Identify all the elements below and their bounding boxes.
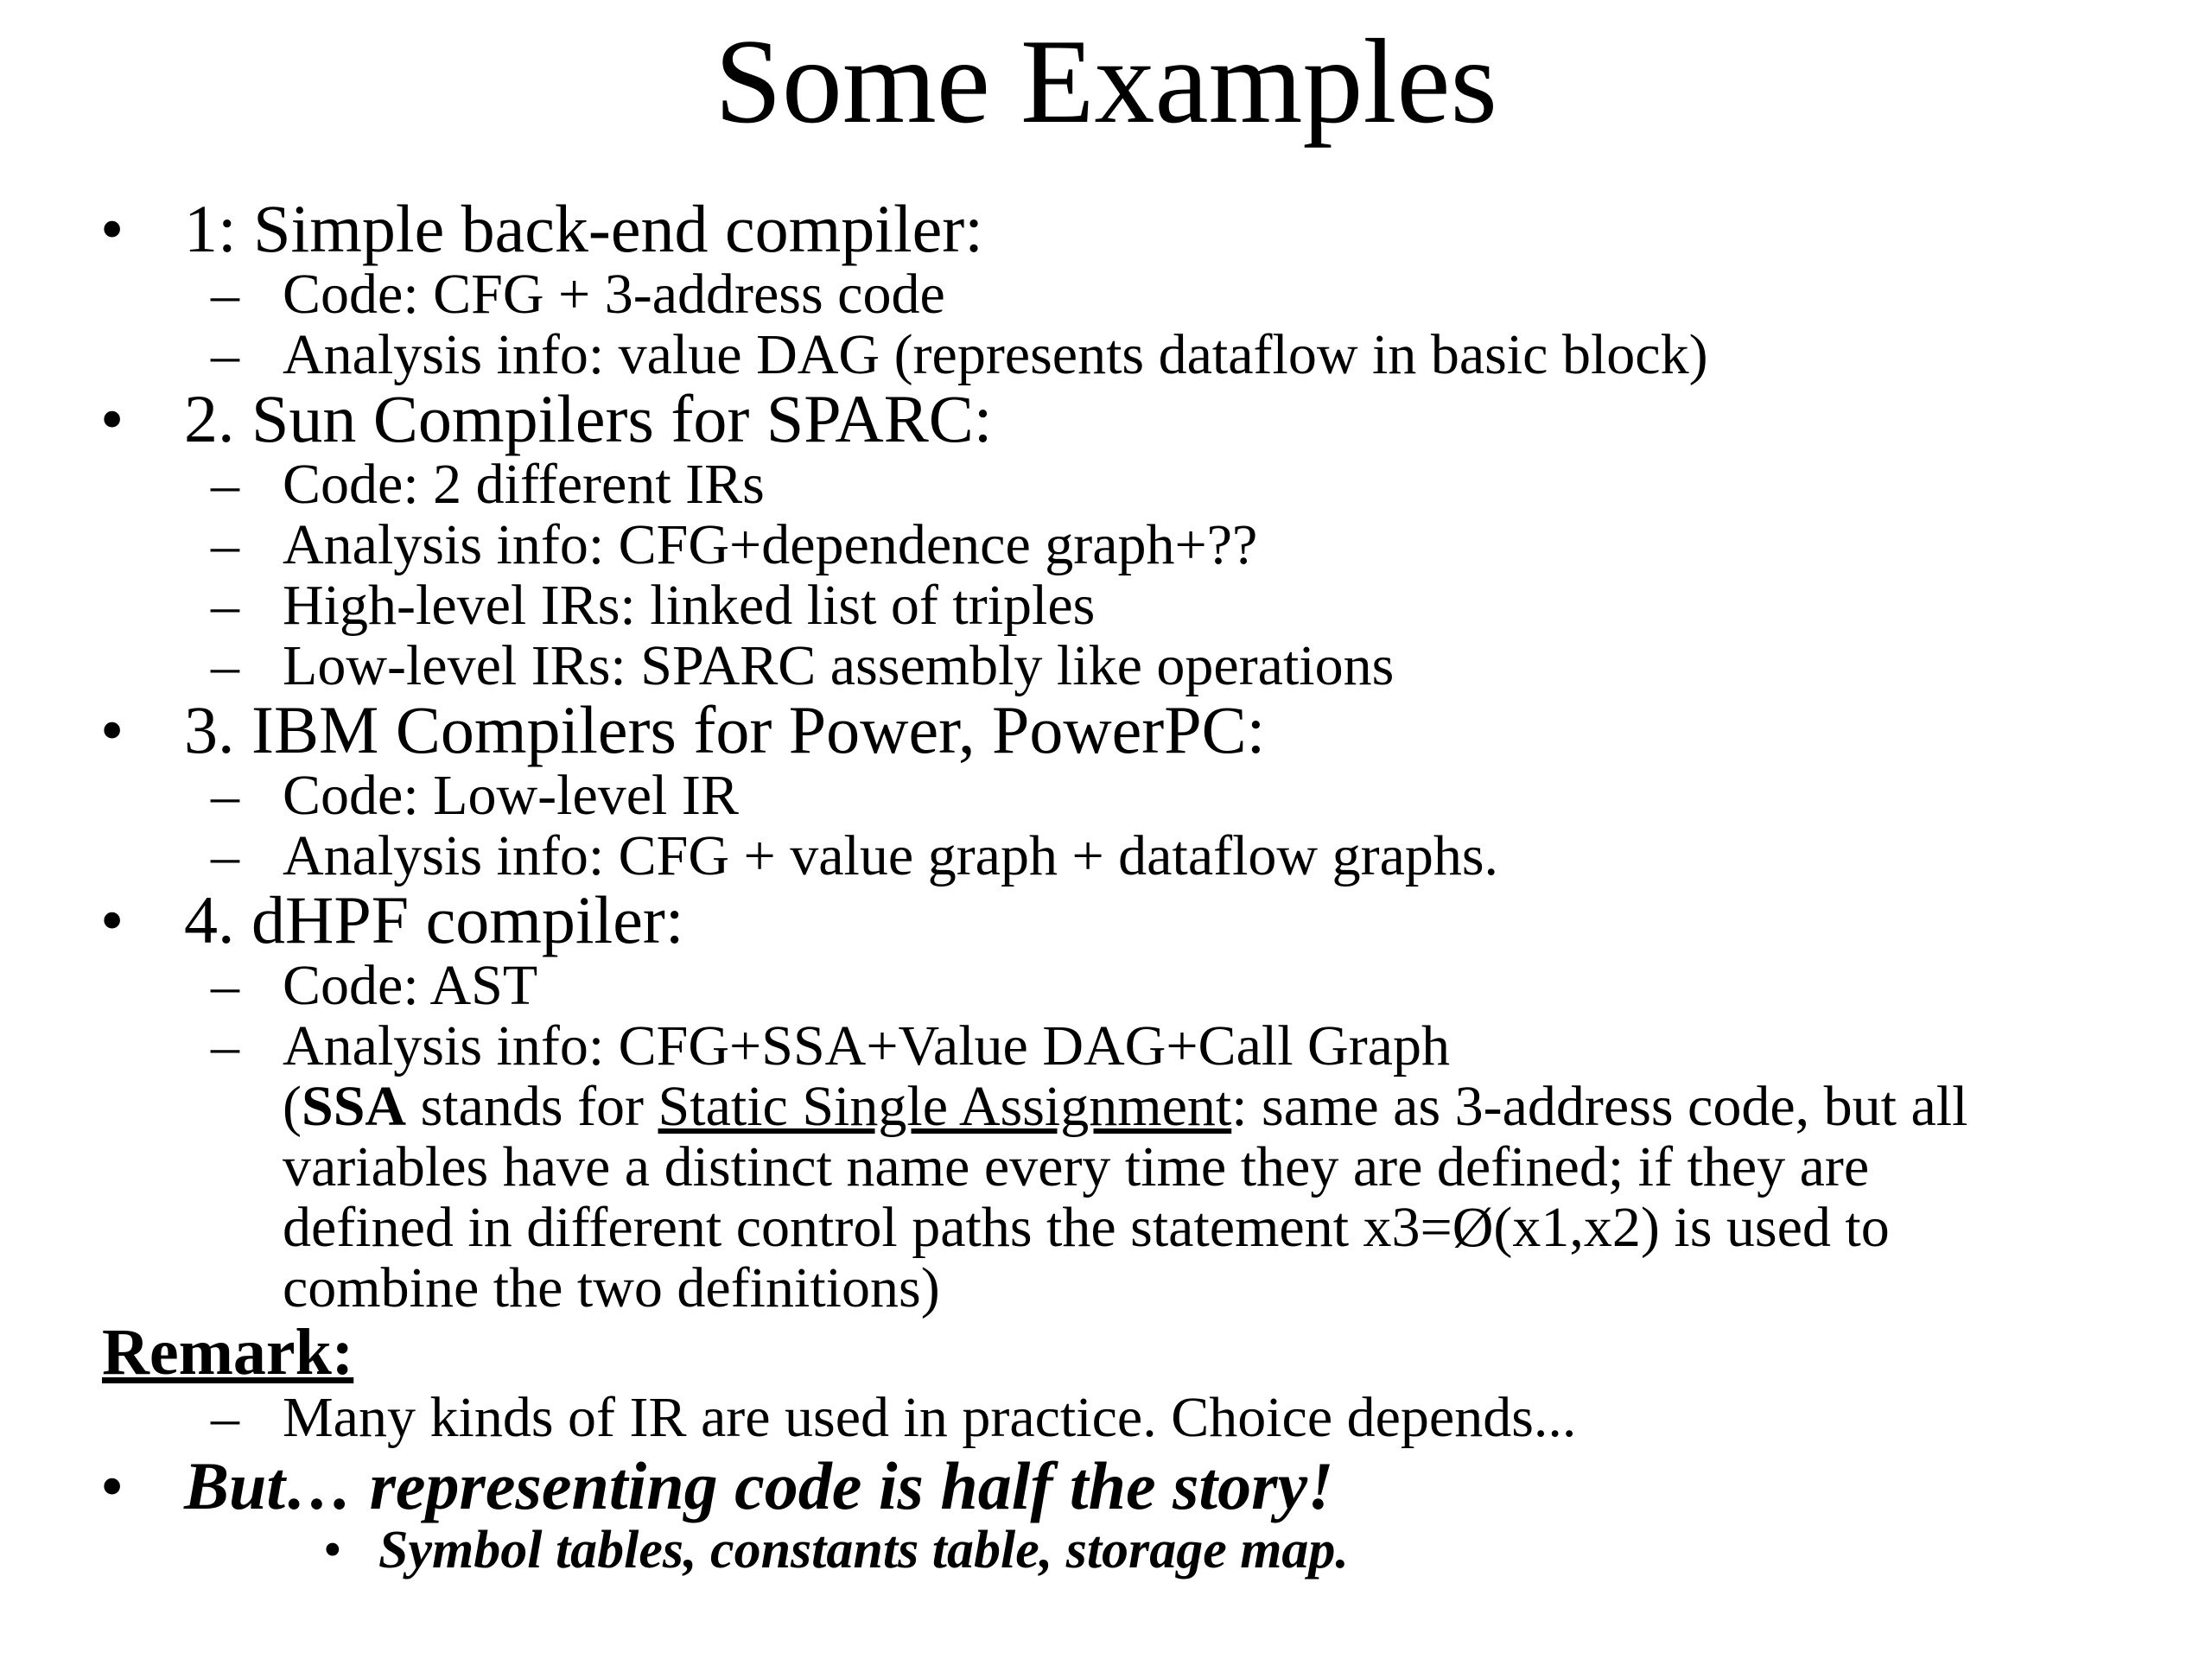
remark-sub-1: Many kinds of IR are used in practice. Choice depends...: [283, 1386, 1577, 1449]
dash-icon: –: [211, 263, 239, 326]
dash-icon: –: [211, 453, 239, 516]
dash-icon: –: [211, 574, 239, 637]
item-3-sub-2: Analysis info: CFG + value graph + dataflow graphs.: [283, 824, 1499, 887]
item-3-heading: 3. IBM Compilers for Power, PowerPC:: [184, 692, 1266, 767]
ssa-note-open: (: [283, 1075, 302, 1138]
ssa-note-line-4: combine the two definitions): [283, 1256, 940, 1319]
bullet-icon: •: [100, 882, 124, 957]
dash-icon: –: [211, 824, 239, 887]
item-2-sub-2: Analysis info: CFG+dependence graph+??: [283, 513, 1258, 576]
remark-label: Remark:: [102, 1316, 354, 1389]
slide-title: Some Examples: [715, 15, 1497, 149]
bullet-icon: •: [100, 191, 124, 266]
item-4-sub-1: Code: AST: [283, 954, 538, 1017]
item-1-heading: 1: Simple back-end compiler:: [184, 191, 983, 266]
dash-icon: –: [211, 1014, 239, 1077]
item-2-sub-1: Code: 2 different IRs: [283, 453, 765, 516]
ssa-note-mid: stands for: [406, 1075, 658, 1138]
ssa-note-rest: : same as 3-address code, but all: [1231, 1075, 1968, 1138]
bullet-icon: •: [100, 692, 124, 767]
item-1-sub-1: Code: CFG + 3-address code: [283, 263, 945, 326]
dash-icon: –: [211, 764, 239, 827]
dash-icon: –: [211, 1386, 239, 1449]
dash-icon: –: [211, 634, 239, 697]
item-1-sub-2: Analysis info: value DAG (represents dataflow in basic block): [283, 323, 1708, 386]
bullet-icon: •: [100, 381, 124, 456]
item-2-sub-4: Low-level IRs: SPARC assembly like operations: [283, 634, 1395, 697]
bullet-icon: •: [100, 1448, 124, 1523]
ssa-term: SSA: [301, 1075, 407, 1138]
ssa-expansion: Static Single Assignment: [658, 1075, 1232, 1138]
ssa-note-line-3: defined in different control paths the statement x3=Ø(x1,x2) is used to: [283, 1196, 1890, 1259]
dash-icon: –: [211, 323, 239, 386]
ssa-note-line-1: [283, 1077, 1967, 1137]
item-2-sub-3: High-level IRs: linked list of triples: [283, 574, 1096, 637]
closing-heading: But… representing code is half the story!: [184, 1448, 1334, 1523]
item-3-sub-1: Code: Low-level IR: [283, 764, 739, 827]
dash-icon: –: [211, 513, 239, 576]
dash-icon: –: [211, 954, 239, 1017]
item-4-sub-2: Analysis info: CFG+SSA+Value DAG+Call Graph: [283, 1014, 1450, 1077]
bullet-icon: •: [323, 1521, 342, 1580]
closing-sub: Symbol tables, constants table, storage map.: [378, 1521, 1349, 1580]
item-4-heading: 4. dHPF compiler:: [184, 882, 684, 957]
item-2-heading: 2. Sun Compilers for SPARC:: [184, 381, 993, 456]
ssa-note-line-2: variables have a distinct name every time they are defined; if they are: [283, 1135, 1870, 1198]
